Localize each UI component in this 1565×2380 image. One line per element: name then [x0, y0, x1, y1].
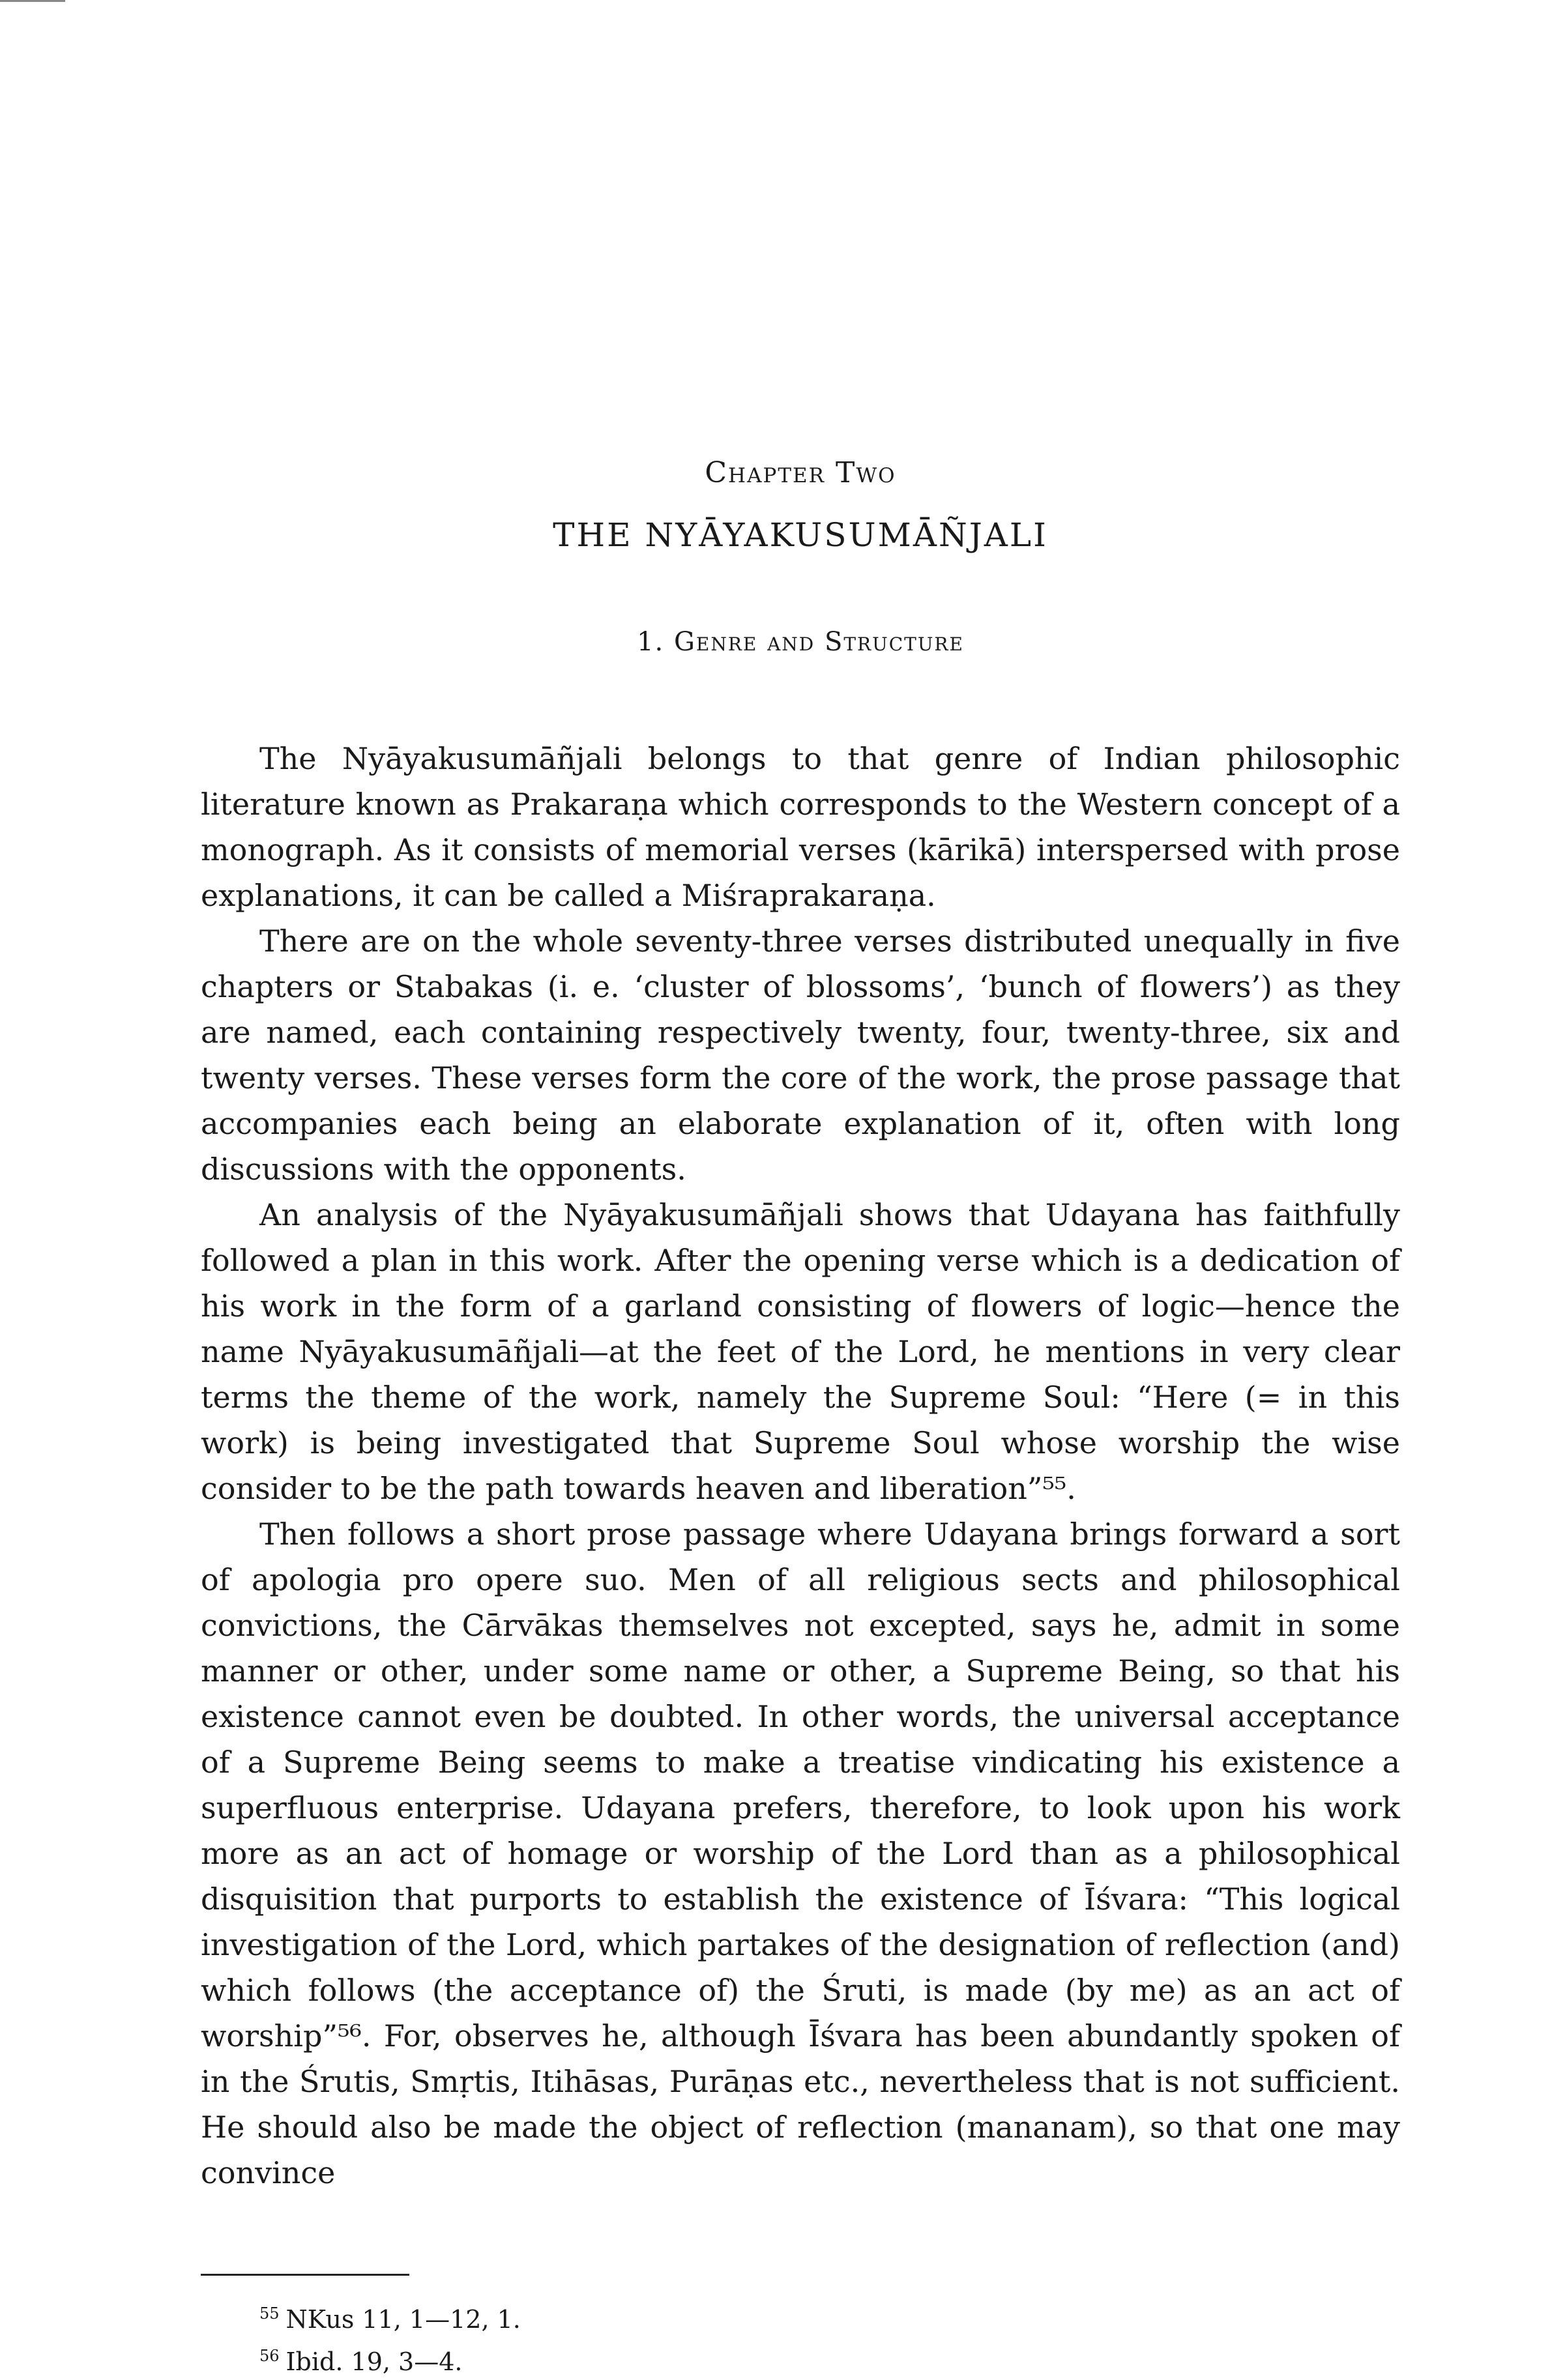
paragraph-analysis: An analysis of the Nyāyakusumāñjali shows that Udayana has faithfully followed a plan in this work. After the opening verse which is a dedication of his work in the form of a garland consisting of flowers of logic—hence the name Nyāyakusumāñjali—at the feet of the Lord, he mentions in very clear terms the theme of the work, namely the Supreme Soul: “Here (= in this work) is being investigated that Supreme Soul whose worship the wise consider to be the path towards heaven and liberation”⁵⁵.	[201, 1197, 1400, 1506]
chapter-label: Chapter Two	[705, 456, 896, 489]
paragraph-apologia: Then follows a short prose passage where Udayana brings forward a sort of apologia pro opere suo. Men of all religious sects and philosophical convictions, the Cārvākas themselves not excepted, says he, admit in some manner or other, under some name or other, a Supreme Being, so that his existence cannot even be doubted. In other words, the universal acceptance of a Supreme Being seems to make a treatise vindicating his existence a superfluous enterprise. Udayana prefers, therefore, to look upon his work more as an act of homage or worship of the Lord than as a philosophical disquisition that purports to establish the existence of Īśvara: “This logical investigation of the Lord, which partakes of the designation of reflection (and) which follows (the acceptance of) the Śruti, is made (by me) as an act of worship”⁵⁶. For, observes he, although Īśvara has been abundantly spoken of in the Śrutis, Smṛtis, Itihāsas, Purāṇas etc., nevertheless that is not sufficient. He should also be made the object of reflection (mananam), so that one may convince	[201, 1516, 1400, 2190]
book-page	[201, 456, 1400, 2380]
footnote-number: 56	[259, 2346, 280, 2365]
footnote-item	[201, 2295, 1400, 2338]
footnote-divider	[201, 2274, 409, 2276]
body-text	[201, 736, 1400, 2196]
paragraph-genre: The Nyāyakusumāñjali belongs to that genre of Indian philosophic literature known as Prakaraṇa which corresponds to the Western concept of a monograph. As it consists of memorial verses (kārikā) interspersed with prose explanations, it can be called a Miśraprakaraṇa.	[201, 740, 1400, 913]
footnote-number: 55	[259, 2304, 280, 2323]
chapter-title: THE NYĀYAKUSUMĀÑJALI	[553, 515, 1048, 554]
footnote-item	[201, 2338, 1400, 2380]
section-heading: 1. Genre and Structure	[637, 626, 964, 657]
scan-edge-mark	[0, 0, 65, 2]
paragraph-verses: There are on the whole seventy-three verses distributed unequally in five chapters or Stabakas (i. e. ‘cluster of blossoms’, ‘bunch of flowers’) as they are named, each containing respectively twenty, four, twenty-three, six and twenty verses. These verses form the core of the work, the prose passage that accompanies each being an elaborate explanation of it, often with long discussions with the opponents.	[201, 923, 1400, 1187]
footnote-text: NKus 11, 1—12, 1.	[285, 2304, 521, 2334]
footnote-text: Ibid. 19, 3—4.	[285, 2347, 463, 2376]
footnotes	[201, 2295, 1400, 2380]
